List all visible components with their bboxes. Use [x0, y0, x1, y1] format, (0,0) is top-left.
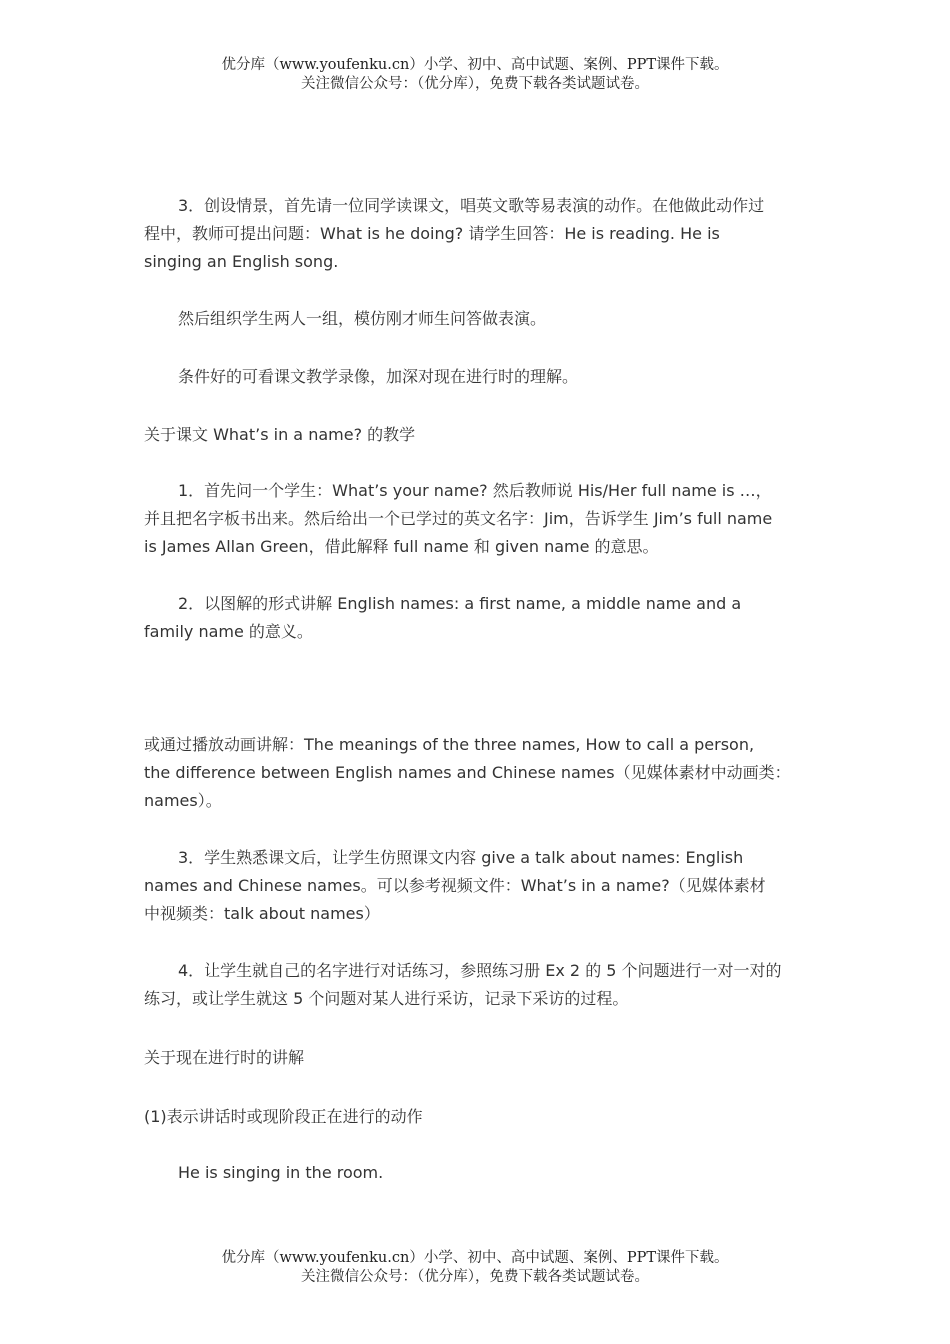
text-line: singing an English song. — [144, 252, 339, 271]
text-line: 1．首先问一个学生：What’s your name? 然后教师说 His/Her full name is …， — [178, 481, 772, 500]
text-line: 或通过播放动画讲解：The meanings of the three names, How to call a person, — [144, 735, 755, 754]
page-footer — [0, 1249, 950, 1287]
example-sentence: He is singing in the room. — [178, 1163, 384, 1182]
text-line: 并且把名字板书出来。然后给出一个已学过的英文名字：Jim，告诉学生 Jim’s full name — [144, 509, 773, 528]
rule-1-heading: (1)表示讲话时或现阶段正在进行的动作 — [144, 1107, 423, 1126]
page-header — [0, 56, 950, 94]
text-line: the difference between English names and Chinese names（见媒体素材中动画类： — [144, 763, 791, 782]
paragraph-pair-practice: 然后组织学生两人一组，模仿刚才师生问答做表演。 — [178, 309, 547, 328]
footer-line-2: 关注微信公众号：（优分库），免费下载各类试题试卷。 — [301, 1269, 649, 1285]
text-line: names）。 — [144, 791, 222, 810]
paragraph-1-full-name — [144, 477, 816, 561]
text-line: 3．学生熟悉课文后，让学生仿照课文内容 give a talk about names: English — [178, 848, 744, 867]
text-line: 练习，或让学生就这 5 个问题对某人进行采访，记录下采访的过程。 — [144, 989, 629, 1008]
text-line: names and Chinese names。可以参考视频文件：What’s in a name?（见媒体素材 — [144, 876, 766, 895]
text-line: is James Allan Green，借此解释 full name 和 given name 的意思。 — [144, 537, 659, 556]
text-line: 程中，教师可提出问题：What is he doing? 请学生回答：He is reading. He is — [144, 224, 720, 243]
paragraph-2-diagram — [144, 590, 816, 646]
paragraph-video: 条件好的可看课文教学录像，加深对现在进行时的理解。 — [178, 367, 579, 386]
text-line: 中视频类：talk about names） — [144, 904, 380, 923]
section-heading-present-continuous: 关于现在进行时的讲解 — [144, 1048, 305, 1067]
text-line: 4．让学生就自己的名字进行对话练习，参照练习册 Ex 2 的 5 个问题进行一对一对的 — [178, 961, 782, 980]
text-line: 3．创设情景，首先请一位同学读课文，唱英文歌等易表演的动作。在他做此动作过 — [178, 196, 765, 215]
text-line: family name 的意义。 — [144, 622, 313, 641]
paragraph-3-scenario — [144, 192, 816, 276]
paragraph-4-dialogue — [144, 957, 816, 1013]
footer-line-1: 优分库（www.youfenku.cn）小学、初中、高中试题、案例、PPT课件下载。 — [221, 1250, 729, 1266]
paragraph-3-talk — [144, 844, 816, 928]
header-line-1: 优分库（www.youfenku.cn）小学、初中、高中试题、案例、PPT课件下载。 — [221, 57, 729, 73]
text-line: 2．以图解的形式讲解 English names: a first name, a middle name and a — [178, 594, 742, 613]
section-heading-whats-in-a-name: 关于课文 What’s in a name? 的教学 — [144, 425, 416, 444]
header-line-2: 关注微信公众号：（优分库），免费下载各类试题试卷。 — [301, 76, 649, 92]
paragraph-animation — [144, 731, 816, 815]
